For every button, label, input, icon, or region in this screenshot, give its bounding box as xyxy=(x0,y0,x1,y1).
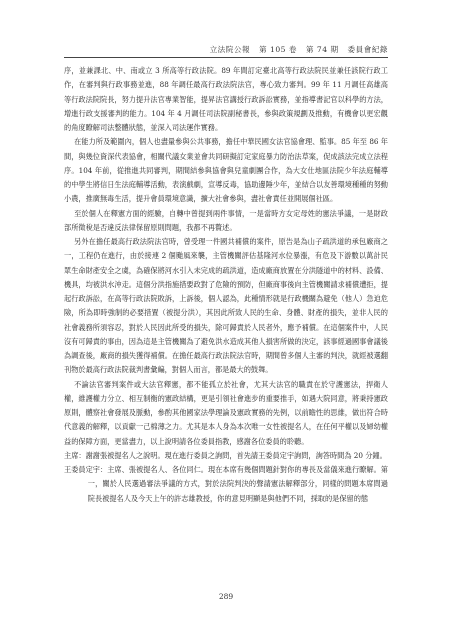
speech-text: 主席、張被提名人、各位同仁。現在本席有幾個問題針對你的專長及當儀來進行瞭解。第一，關於人民選過審法爭議的方式，對於法院判決的聲請憲法解釋部分，同樣的問題本席問過院長被提名人及今天上午的許志雄教授，你的意見明顯是與他們不同，採取的是保留的態 xyxy=(87,465,388,503)
paragraph: 不論法官審判案件或大法官釋憲，都不能孤立於社會，尤其大法官的職責在於守護憲法，捍衛人權，維護權力分立、相互制衡的憲政結構，更是引領社會進步的重要推手，如遇大院同意，將秉持憲政原則，體察社會發展及脈動，參酌其他國家法學理論及憲政實務的先例，以前瞻性的思維，做出符合時代意義的解釋，以貢獻一己棉薄之力。尤其是本人身為本次唯一女性被提名人，在任何平權以及婦幼權益的保障方面，更當盡力，以上說明請各位委員指教，感謝各位委員的聆聽。 xyxy=(64,379,388,446)
header-divider xyxy=(64,57,388,58)
paragraph: 至於個人在釋憲方面的經驗，自轉中曾提到兩件事情，一是當時方女定母姓的憲法爭議，一是財政部所徵稅是否違反法律保留原則問題，我都不再贅述。 xyxy=(64,208,388,232)
page-number: 289 xyxy=(218,592,234,601)
speech-legislator xyxy=(64,463,388,506)
speaker-label: 主席： xyxy=(64,450,86,460)
issue-number: 第 74 期 xyxy=(305,45,339,54)
document-body xyxy=(64,64,388,506)
section-name: 委員會紀錄 xyxy=(347,45,388,54)
page-header xyxy=(204,44,388,55)
paragraph: 序，並兼課北、中、南或立 3 所高等行政法院。89 年間訂定臺北高等行政法院民並兼任該院行政工作，在審判與行政事務並進，88 年調任最高行政法院法官，專心致力審判。99 年 11 月調任高雄高等行政法院院長，努力提升法官專業智能，提昇法官講授行政訴訟實務，並指導書記官以科學的方法，增進行政支援審判的能力。104 年 4 月調任司法院副秘書長，參與政策規劃及推動，有機會以更宏觀的角度瞭解司法整體狀態，並深入司法運作實務。 xyxy=(64,66,388,132)
publication-title: 立法院公報 xyxy=(209,45,251,54)
speech-text: 謝謝張被提名人之說明。現在進行委員之詢問，首先請王委員定宇詢問，詢答時間為 20 分鐘。 xyxy=(85,450,387,460)
speaker-label: 王委員定宇： xyxy=(64,465,108,474)
speech-chairperson xyxy=(64,449,388,463)
paragraph: 另外在擔任最高行政法院法官時，曾受理一件國共補償的案件，原告是為山子疏洪道的承包廠商之一，工程仍在進行，由於接連 2 個颱風來襲，主管機關評估基隆河水位暴漲，有危及下游數以萬計民眾生命財產安全之虞，為確保將河水引入未完成的疏洪道，造成廠商放置在分洪隧道中的材料、設備、機具，均被洪水沖走。這個分洪指施措要政對了危險的預防，但廠商事後向主管機關請求補償遭拒，提起行政訴訟，在高等行政法院敗訴，上訴後，個人認為，此種情形就是行政機關為避免（他人）急迫危險，所為即時強制的必要措置（被提分洪），其因此所致人民的生命、身體、財產的損失，並非人民的社會義務所須容忍，對於人民因此所受的損失，除可歸責於人民者外，應予補償。在這個案件中，人民沒有可歸責的事由，因為這是主管機關為了避免洪水造成其他人損害所做的決定，該事經過國事會議後為調查後，廠商的損失獲得補償。在擔任最高行政法院法官時，期間曾多個人主審的判決，就經被選翻刊物於最高行政法院裁判書彙編，對個人而言，都是最大的鼓舞。 xyxy=(64,237,388,375)
paragraph: 在能力所及範圍內，個人也盡量參與公共事務，擔任中華民國女法官協會理、監事。85 年至 86 年間，與幾位資深代表協會，相關代議女業並會共同研擬訂定家庭暴力防治法草案，促成該法完成立法程序。104 年前，從推進共同審判，期間結參與協會與兒童劇團合作，為大女仕地區法院少年法庭輔導的中學生將信日生法庭輔導活動，表演戲劇，宣導反毒，協助邊陲少年，並結合以友善環境種種的努動小農，推廣無毒生活，提升會員環境意識，擴大社會參與，盡社會責任並開展個社區。 xyxy=(64,137,388,204)
volume-number: 第 105 卷 xyxy=(258,45,297,54)
